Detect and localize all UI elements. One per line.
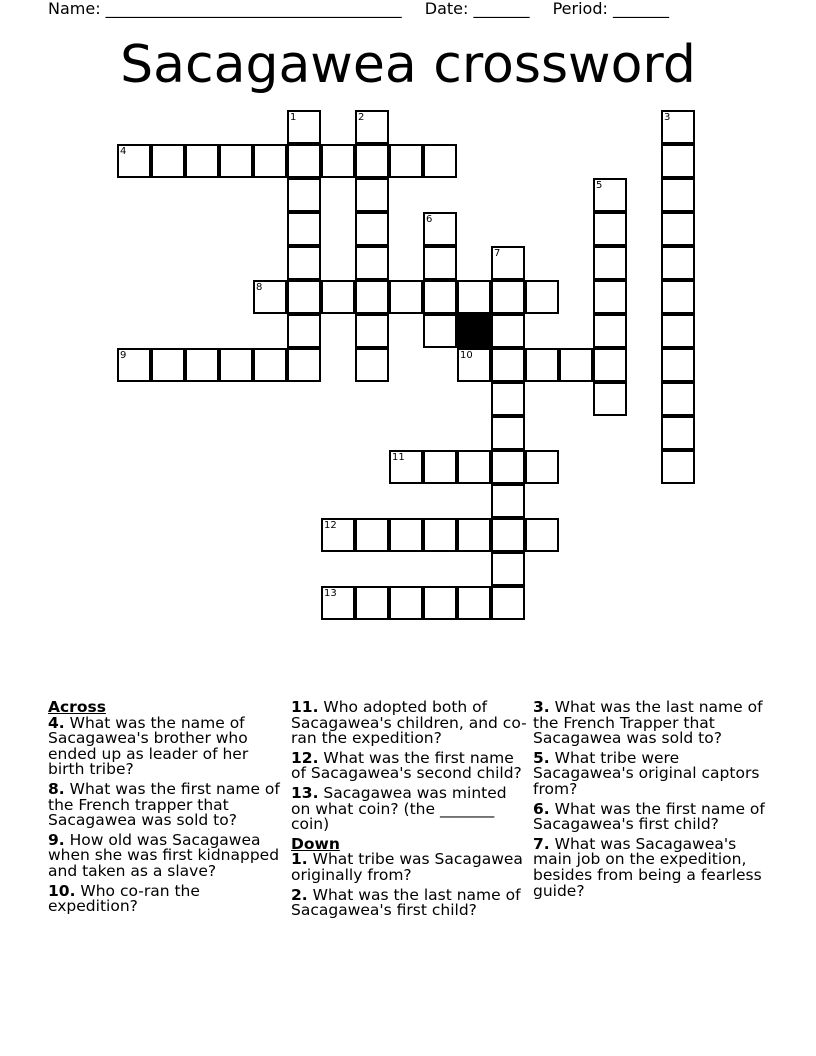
grid-cell[interactable] bbox=[287, 144, 321, 178]
grid-cell[interactable] bbox=[423, 246, 457, 280]
clue-across-11 bbox=[291, 700, 527, 747]
clue-text: What was the first name of Sacagawea's second child? bbox=[291, 748, 522, 783]
clue-number-label: 3 bbox=[664, 112, 671, 123]
grid-cell[interactable] bbox=[491, 518, 525, 552]
grid-cell[interactable] bbox=[593, 348, 627, 382]
clue-number-label: 6 bbox=[426, 214, 433, 225]
grid-cell[interactable] bbox=[389, 450, 423, 484]
grid-cell[interactable] bbox=[355, 586, 389, 620]
clue-number-label: 10 bbox=[460, 350, 473, 361]
clue-number: 1. bbox=[291, 850, 308, 869]
grid-cell[interactable] bbox=[185, 144, 219, 178]
grid-cell[interactable] bbox=[593, 212, 627, 246]
grid-cell[interactable] bbox=[423, 450, 457, 484]
grid-cell[interactable] bbox=[491, 280, 525, 314]
clue-number: 4. bbox=[48, 713, 65, 732]
grid-cell[interactable] bbox=[593, 246, 627, 280]
grid-cell[interactable] bbox=[491, 586, 525, 620]
grid-cell[interactable] bbox=[287, 246, 321, 280]
clue-down-3 bbox=[533, 700, 769, 747]
clue-number: 11. bbox=[291, 698, 319, 716]
grid-cell[interactable] bbox=[491, 314, 525, 348]
grid-cell[interactable] bbox=[423, 586, 457, 620]
clue-text: How old was Sacagawea when she was first kidnapped and taken as a slave? bbox=[48, 830, 280, 880]
clues-column-2 bbox=[291, 700, 527, 923]
clue-number: 10. bbox=[48, 881, 76, 900]
grid-cell[interactable] bbox=[355, 314, 389, 348]
clue-across-13 bbox=[291, 783, 527, 834]
clue-text: What was the last name of the French Trapper that Sacagawea was sold to? bbox=[533, 698, 763, 748]
grid-cell[interactable] bbox=[491, 348, 525, 382]
clue-down-1 bbox=[291, 852, 527, 883]
grid-cell[interactable] bbox=[423, 518, 457, 552]
clue-across-10 bbox=[48, 881, 284, 916]
clue-down-2 bbox=[291, 885, 527, 920]
clue-number-label: 8 bbox=[256, 282, 263, 293]
grid-cell[interactable] bbox=[491, 484, 525, 518]
grid-cell[interactable] bbox=[389, 280, 423, 314]
clue-across-12 bbox=[291, 748, 527, 783]
grid-cell[interactable] bbox=[423, 280, 457, 314]
clue-number: 6. bbox=[533, 799, 550, 818]
clue-number-label: 13 bbox=[324, 588, 337, 599]
grid-cell[interactable] bbox=[661, 382, 695, 416]
grid-cell[interactable] bbox=[593, 178, 627, 212]
grid-cell[interactable] bbox=[491, 246, 525, 280]
grid-cell[interactable] bbox=[151, 144, 185, 178]
clue-down-7 bbox=[533, 834, 769, 900]
grid-cell[interactable] bbox=[457, 450, 491, 484]
grid-cell[interactable] bbox=[389, 144, 423, 178]
clue-number: 5. bbox=[533, 748, 550, 767]
grid-cell[interactable] bbox=[423, 314, 457, 348]
grid-cell[interactable] bbox=[661, 314, 695, 348]
clue-text: What tribe were Sacagawea's original captors from? bbox=[533, 748, 760, 798]
grid-cell[interactable] bbox=[525, 450, 559, 484]
grid-cell[interactable] bbox=[661, 212, 695, 246]
grid-cell[interactable] bbox=[355, 110, 389, 144]
clue-number: 12. bbox=[291, 748, 319, 767]
grid-cell[interactable] bbox=[219, 144, 253, 178]
clue-text: What was Sacagawea's main job on the expedition, besides from being a fearless guide? bbox=[533, 834, 762, 900]
grid-cell[interactable] bbox=[457, 586, 491, 620]
grid-cell[interactable] bbox=[661, 110, 695, 144]
down-heading: Down bbox=[291, 834, 340, 853]
grid-cell[interactable] bbox=[321, 280, 355, 314]
clue-text: What was the first name of the French trapper that Sacagawea was sold to? bbox=[48, 779, 280, 830]
grid-cell[interactable] bbox=[355, 144, 389, 178]
grid-cell[interactable] bbox=[661, 178, 695, 212]
grid-cell[interactable] bbox=[593, 280, 627, 314]
grid-cell[interactable] bbox=[593, 314, 627, 348]
grid-cell[interactable] bbox=[355, 280, 389, 314]
grid-cell[interactable] bbox=[287, 212, 321, 246]
clue-number-label: 9 bbox=[120, 350, 127, 361]
clue-text: Sacagawea was minted on what coin? (the _______ coin) bbox=[291, 783, 507, 834]
grid-cell[interactable] bbox=[355, 178, 389, 212]
grid-cell[interactable] bbox=[457, 280, 491, 314]
grid-cell[interactable] bbox=[355, 518, 389, 552]
grid-cell[interactable] bbox=[491, 552, 525, 586]
clue-text: Who adopted both of Sacagawea's children, and co-ran the expedition? bbox=[291, 698, 527, 748]
grid-cell[interactable] bbox=[525, 518, 559, 552]
grid-cell[interactable] bbox=[491, 450, 525, 484]
page-title: Sacagawea crossword bbox=[120, 35, 696, 95]
grid-cell[interactable] bbox=[457, 518, 491, 552]
grid-cell[interactable] bbox=[661, 450, 695, 484]
clue-number: 2. bbox=[291, 885, 308, 904]
grid-cell[interactable] bbox=[117, 144, 151, 178]
period-field[interactable]: Period: _______ bbox=[552, 0, 669, 18]
clue-text: What was the first name of Sacagawea's first child? bbox=[533, 799, 765, 834]
clue-number-label: 11 bbox=[392, 452, 405, 463]
grid-cell[interactable] bbox=[661, 280, 695, 314]
grid-cell[interactable] bbox=[389, 586, 423, 620]
grid-cell[interactable] bbox=[559, 348, 593, 382]
clues-column-1 bbox=[48, 700, 284, 919]
grid-cell[interactable] bbox=[253, 280, 287, 314]
grid-cell[interactable] bbox=[321, 586, 355, 620]
grid-cell[interactable] bbox=[355, 212, 389, 246]
clue-across-4 bbox=[48, 713, 284, 779]
clue-number: 3. bbox=[533, 698, 550, 716]
grid-cell[interactable] bbox=[185, 348, 219, 382]
grid-cell[interactable] bbox=[661, 416, 695, 450]
clue-number: 7. bbox=[533, 834, 550, 853]
clues-column-3 bbox=[533, 700, 769, 903]
clue-down-6 bbox=[533, 799, 769, 834]
black-cell bbox=[457, 314, 491, 348]
clue-text: What tribe was Sacagawea originally from? bbox=[291, 850, 523, 884]
clue-text: What was the last name of Sacagawea's first child? bbox=[291, 885, 521, 920]
grid-cell[interactable] bbox=[491, 416, 525, 450]
clue-number-label: 4 bbox=[120, 146, 127, 157]
grid-cell[interactable] bbox=[321, 518, 355, 552]
clue-number-label: 2 bbox=[358, 112, 365, 123]
name-field[interactable]: Name: _____________________________________ bbox=[48, 0, 402, 18]
clue-across-9 bbox=[48, 830, 284, 880]
grid-cell[interactable] bbox=[287, 280, 321, 314]
grid-cell[interactable] bbox=[287, 314, 321, 348]
grid-cell[interactable] bbox=[661, 348, 695, 382]
date-field[interactable]: Date: _______ bbox=[424, 0, 530, 18]
grid-cell[interactable] bbox=[287, 110, 321, 144]
clue-number-label: 1 bbox=[290, 112, 297, 123]
grid-cell[interactable] bbox=[389, 518, 423, 552]
clue-number-label: 12 bbox=[324, 520, 337, 531]
clue-text: What was the name of Sacagawea's brother who ended up as leader of her birth tribe? bbox=[48, 713, 249, 779]
grid-cell[interactable] bbox=[355, 348, 389, 382]
grid-cell[interactable] bbox=[151, 348, 185, 382]
clue-text: Who co-ran the expedition? bbox=[48, 881, 200, 916]
grid-cell[interactable] bbox=[355, 246, 389, 280]
clue-number-label: 7 bbox=[494, 248, 501, 259]
grid-cell[interactable] bbox=[287, 178, 321, 212]
grid-cell[interactable] bbox=[253, 348, 287, 382]
grid-cell[interactable] bbox=[321, 144, 355, 178]
grid-cell[interactable] bbox=[661, 246, 695, 280]
grid-cell[interactable] bbox=[457, 348, 491, 382]
grid-cell[interactable] bbox=[525, 348, 559, 382]
grid-cell[interactable] bbox=[253, 144, 287, 178]
across-heading: Across bbox=[48, 698, 106, 716]
clue-number: 9. bbox=[48, 830, 65, 849]
grid-cell[interactable] bbox=[593, 382, 627, 416]
grid-cell[interactable] bbox=[423, 212, 457, 246]
grid-cell[interactable] bbox=[525, 280, 559, 314]
clue-across-8 bbox=[48, 779, 284, 830]
clue-number: 13. bbox=[291, 783, 319, 802]
grid-cell[interactable] bbox=[287, 348, 321, 382]
grid-cell[interactable] bbox=[661, 144, 695, 178]
clue-number: 8. bbox=[48, 779, 65, 798]
clue-down-5 bbox=[533, 748, 769, 798]
grid-cell[interactable] bbox=[423, 144, 457, 178]
clue-number-label: 5 bbox=[596, 180, 603, 191]
grid-cell[interactable] bbox=[491, 382, 525, 416]
grid-cell[interactable] bbox=[117, 348, 151, 382]
grid-cell[interactable] bbox=[219, 348, 253, 382]
